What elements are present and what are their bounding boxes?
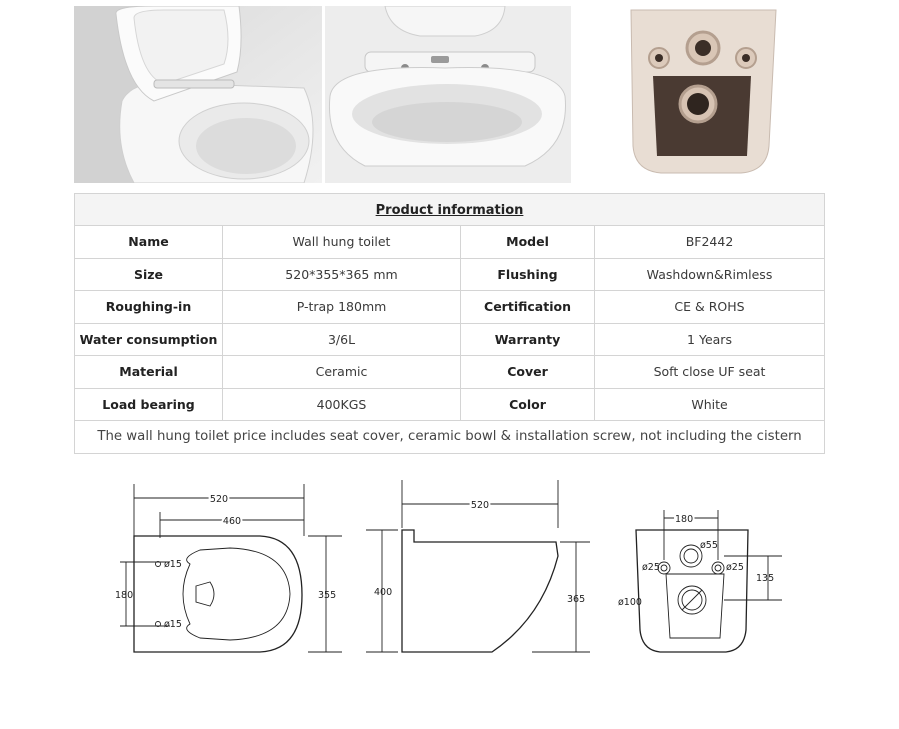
spec-label: Certification [461,291,595,324]
spec-value: 400KGS [223,388,461,421]
dim-hole-bottom: ø15 [164,619,182,630]
dim-hole-spacing: 180 [115,590,134,601]
dim-depth: 355 [318,590,337,601]
table-row [75,323,825,356]
dim-hole-top: ø15 [164,559,182,570]
spec-label: Warranty [461,323,595,356]
top-view-drawing [110,478,360,663]
spec-value: Washdown&Rimless [595,258,825,291]
spec-value: P-trap 180mm [223,291,461,324]
table-row [75,356,825,389]
spec-value: BF2442 [595,226,825,259]
toilet-seat-open-photo [74,6,322,183]
table-row [75,258,825,291]
spec-value: 3/6L [223,323,461,356]
table-row [75,388,825,421]
toilet-underside-photo [591,6,811,183]
dim-inner-width: 460 [222,516,242,527]
dim-bowl-height: 365 [567,594,586,605]
spec-value: White [595,388,825,421]
spec-label: Load bearing [75,388,223,421]
table-row [75,226,825,259]
spec-label: Color [461,388,595,421]
dim-overall-width: 520 [209,494,229,505]
product-information-table [74,193,825,454]
spec-label: Size [75,258,223,291]
dim-outlet: ø55 [700,540,718,551]
dim-right-hole: ø25 [726,562,744,573]
dim-hole-spacing-back: 180 [675,514,694,525]
spec-value: Soft close UF seat [595,356,825,389]
dim-length: 520 [470,500,490,511]
table-row [75,291,825,324]
spec-label: Water consumption [75,323,223,356]
spec-label: Name [75,226,223,259]
side-view-drawing [362,478,594,663]
spec-label: Cover [461,356,595,389]
spec-value: Ceramic [223,356,461,389]
spec-value: Wall hung toilet [223,226,461,259]
spec-label: Flushing [461,258,595,291]
spec-value: CE & ROHS [595,291,825,324]
spec-value: 520*355*365 mm [223,258,461,291]
dim-back-height: 135 [756,573,775,584]
back-view-drawing [614,500,794,662]
dim-drain: ø100 [618,597,642,608]
rimless-bowl-photo [325,6,571,183]
dim-height: 400 [374,587,393,598]
table-title: Product information [75,194,825,226]
spec-label: Model [461,226,595,259]
spec-value: 1 Years [595,323,825,356]
spec-label: Material [75,356,223,389]
dim-left-hole: ø25 [642,562,660,573]
table-note: The wall hung toilet price includes seat cover, ceramic bowl & installation screw, not including the cistern [75,421,825,454]
spec-label: Roughing-in [75,291,223,324]
